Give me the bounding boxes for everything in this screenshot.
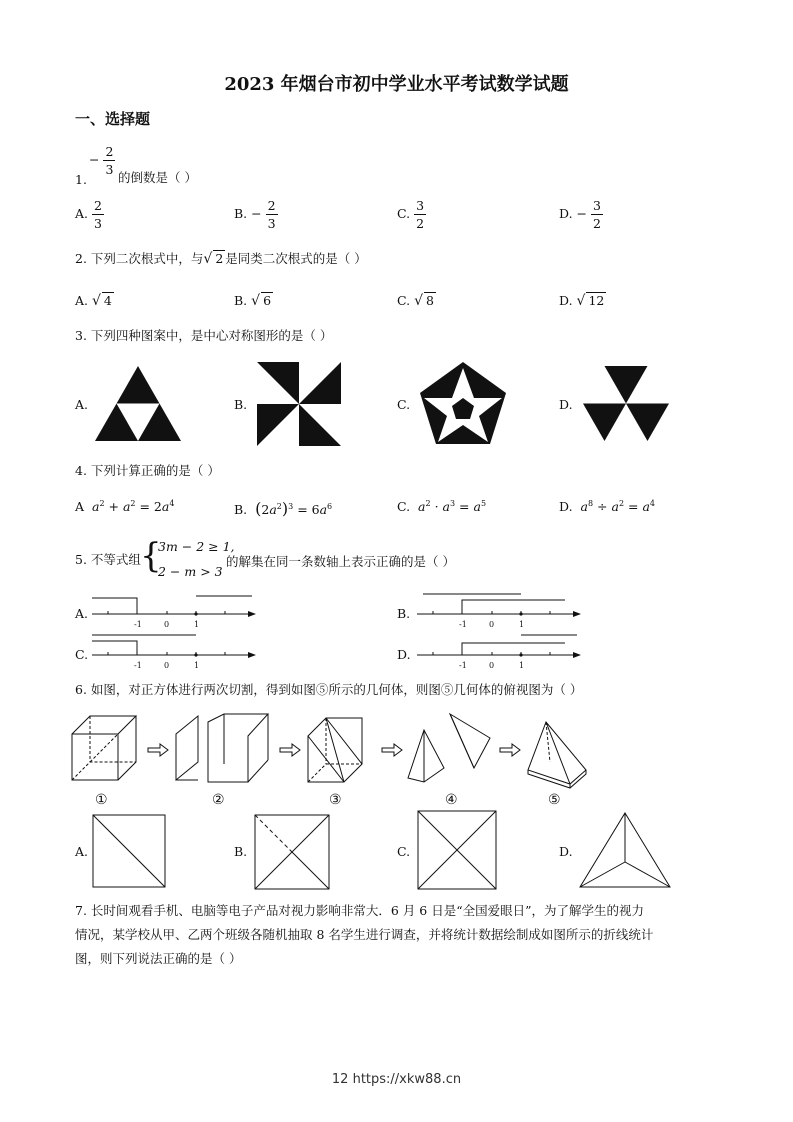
option-num: 2 bbox=[267, 198, 276, 213]
q4-option-b[interactable]: B. $(2a^2)^3 = 6a^6$ bbox=[234, 499, 333, 518]
q4-option-c[interactable]: C. $a^2 \cdot a^3 = a^5$ bbox=[397, 499, 487, 515]
q2-option-b[interactable]: B. √ 6 bbox=[234, 293, 272, 309]
q5-option-a[interactable]: A. bbox=[75, 606, 89, 621]
page-footer: 12 https://xkw88.cn bbox=[331, 1072, 462, 1087]
q5-line-2: 2 − m > 3 bbox=[158, 564, 223, 579]
tick-label: -1 bbox=[134, 661, 142, 670]
question-5 bbox=[75, 552, 141, 568]
q2-option-d[interactable]: D. √ 12 bbox=[559, 293, 605, 309]
number-line-b bbox=[415, 592, 585, 632]
fig-label-4: ④ bbox=[445, 792, 458, 808]
q4-option-a[interactable]: A $a^2 + a^2 = 2a^4$ bbox=[75, 499, 175, 515]
option-label: D. bbox=[559, 499, 573, 515]
option-num: 2 bbox=[94, 198, 102, 213]
option-label: D. bbox=[559, 206, 573, 221]
q1-text: 的倒数是（ ） bbox=[118, 170, 197, 185]
q1-option-b[interactable] bbox=[234, 198, 278, 231]
pinwheel-figure bbox=[257, 362, 341, 446]
option-label: A bbox=[75, 499, 85, 515]
tick-label: 0 bbox=[164, 661, 170, 670]
q5-suffix: 的解集在同一条数轴上表示正确的是（ ） bbox=[226, 554, 455, 569]
q1-den: 3 bbox=[105, 162, 114, 177]
inverted-triangles-figure bbox=[583, 366, 669, 442]
q5-prefix: 5. 不等式组 bbox=[75, 552, 141, 567]
q6-option-b[interactable]: B. bbox=[234, 844, 248, 859]
q1-minus: − bbox=[89, 152, 100, 167]
top-view-d bbox=[579, 812, 671, 888]
option-label: C. bbox=[397, 293, 411, 308]
tick-label: -1 bbox=[134, 620, 142, 629]
q2-prefix: 2. 下列二次根式中，与 bbox=[75, 251, 204, 266]
question-2: 2. 下列二次根式中，与√ 2 是同类二次根式的是（ ） bbox=[75, 251, 367, 267]
q3-option-c[interactable]: C. bbox=[397, 397, 411, 412]
q3-option-d[interactable]: D. bbox=[559, 397, 573, 412]
option-radicand: 6 bbox=[263, 293, 272, 308]
q1-option-c[interactable] bbox=[397, 198, 426, 231]
tick-label: -1 bbox=[459, 620, 467, 629]
pentagon-star-figure bbox=[420, 362, 506, 446]
q1-number: 1. bbox=[75, 172, 87, 187]
option-radicand: 12 bbox=[588, 293, 605, 308]
fig-label-5: ⑤ bbox=[548, 792, 561, 808]
option-label: A. bbox=[75, 293, 89, 308]
q2-radicand: 2 bbox=[215, 251, 224, 266]
q1-frac bbox=[103, 144, 115, 177]
q5-option-b[interactable]: B. bbox=[397, 606, 411, 621]
q4-option-d[interactable]: D. $a^8 \div a^2 = a^4$ bbox=[559, 499, 655, 515]
top-view-a bbox=[92, 814, 166, 888]
number-line-c bbox=[90, 633, 260, 673]
q2-option-c[interactable]: C. √ 8 bbox=[397, 293, 434, 309]
q1-fraction bbox=[89, 144, 115, 177]
tick-label: 1 bbox=[194, 661, 200, 670]
option-radicand: 8 bbox=[426, 293, 434, 308]
q3-option-b[interactable]: B. bbox=[234, 397, 248, 412]
tick-label: 1 bbox=[194, 620, 200, 629]
option-den: 3 bbox=[267, 216, 276, 231]
q6-option-d[interactable]: D. bbox=[559, 844, 573, 859]
option-label: A. bbox=[75, 206, 89, 221]
q5-option-c[interactable]: C. bbox=[75, 647, 89, 662]
q5-line-1: 3m − 2 ≥ 1, bbox=[158, 539, 235, 554]
q2-option-a[interactable]: A. √ 4 bbox=[75, 293, 112, 309]
top-view-b bbox=[254, 814, 330, 890]
question-6: 6. 如图，对正方体进行两次切割，得到如图⑤所示的几何体，则图⑤几何体的俯视图为（ ） bbox=[75, 682, 583, 697]
q7-line: 7. 长时间观看手机、电脑等电子产品对视力影响非常大．6 月 6 日是“全国爱眼日”，为了解学生的视力 bbox=[75, 903, 645, 918]
option-sign: − bbox=[251, 206, 262, 221]
tick-label: 1 bbox=[519, 620, 525, 629]
q1-option-d[interactable] bbox=[559, 198, 603, 231]
tick-label: 0 bbox=[164, 620, 170, 629]
q3-option-a[interactable]: A. bbox=[75, 397, 89, 412]
option-sign: − bbox=[576, 206, 588, 221]
option-den: 3 bbox=[94, 216, 102, 231]
question-7 bbox=[75, 899, 725, 971]
q2-suffix: 是同类二次根式的是（ ） bbox=[225, 251, 367, 266]
option-den: 2 bbox=[593, 216, 601, 231]
cube-cutting-figures bbox=[70, 712, 670, 807]
option-num: 3 bbox=[593, 198, 601, 213]
tick-label: 0 bbox=[489, 661, 495, 670]
fig-label-2: ② bbox=[212, 792, 225, 808]
q7-line: 情况，某学校从甲、乙两个班级各随机抽取 8 名学生进行调查，并将统计数据绘制成如图所示的折线统计 bbox=[75, 927, 654, 942]
q6-option-c[interactable]: C. bbox=[397, 844, 411, 859]
tick-label: 0 bbox=[489, 620, 495, 629]
question-3: 3. 下列四种图案中，是中心对称图形的是（ ） bbox=[75, 328, 333, 343]
number-line-a bbox=[90, 592, 260, 632]
page-title: 2023 年烟台市初中学业水平考试数学试题 bbox=[224, 74, 569, 95]
q7-line: 图，则下列说法正确的是（ ） bbox=[75, 951, 242, 966]
top-view-c bbox=[417, 810, 497, 890]
q5-option-d[interactable]: D. bbox=[397, 647, 411, 662]
fig-label-1: ① bbox=[95, 792, 108, 808]
option-label: D. bbox=[559, 293, 573, 308]
option-num: 3 bbox=[416, 198, 425, 213]
q1-num: 2 bbox=[105, 144, 114, 159]
tick-label: 1 bbox=[519, 661, 525, 670]
q6-option-a[interactable]: A. bbox=[75, 844, 89, 859]
option-label: B. bbox=[234, 502, 248, 517]
q5-brace: { bbox=[140, 536, 162, 576]
option-label: B. bbox=[234, 293, 248, 308]
option-label: C. bbox=[397, 206, 411, 221]
fig-label-3: ③ bbox=[329, 792, 342, 808]
q1-option-a[interactable] bbox=[75, 198, 104, 231]
triforce-figure bbox=[95, 366, 181, 442]
option-label: C. bbox=[397, 499, 411, 515]
section-heading: 一、选择题 bbox=[75, 110, 151, 128]
option-den: 2 bbox=[416, 216, 425, 231]
question-4: 4. 下列计算正确的是（ ） bbox=[75, 463, 220, 478]
option-radicand: 4 bbox=[103, 293, 112, 308]
number-line-d bbox=[415, 633, 585, 673]
option-label: B. bbox=[234, 206, 248, 221]
tick-label: -1 bbox=[459, 661, 467, 670]
